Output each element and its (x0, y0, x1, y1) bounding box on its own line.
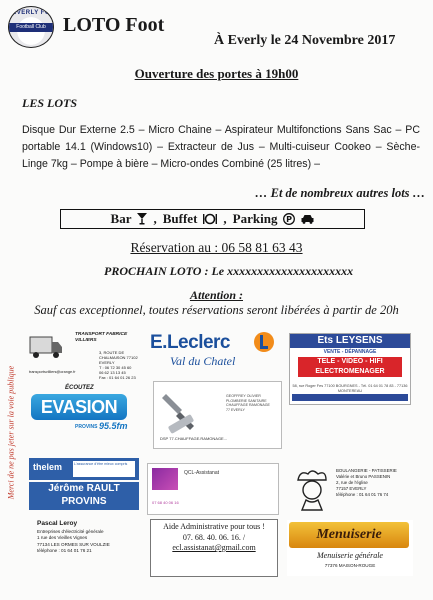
sponsor-qcl: QCL-Assistanat 07 68 40 06 16 (147, 463, 279, 515)
qcl-logo-icon (152, 468, 178, 490)
club-logo-sub: Football Club (16, 24, 46, 30)
leclerc-store: Val du Chatel (170, 354, 236, 368)
reservation-phone: Réservation au : 06 58 81 63 43 (130, 240, 303, 255)
sponsor-leysens: Ets LEYSENS VENTE - DÉPANNAGE TELE - VIDEO - HIFI ELECTROMENAGER 58, rue Roger Fes 77100 BOURGNES - Tél. 01 64 01 78 83 - 77136 MONTEREAU (289, 333, 411, 405)
club-logo (8, 6, 54, 48)
club-logo-text: EVERLY FC (12, 10, 50, 16)
sponsor-evasion: ÉCOUTEZ EVASION PROVINS 95.5fm (27, 385, 132, 453)
menuiserie-logo: Menuiserie (289, 522, 409, 548)
sponsor-menuiserie: Menuiserie Menuiserie générale 77376 MAISON-ROUGE (287, 520, 413, 576)
vertical-notice: Merci de ne pas jeter sur la voie publique (6, 365, 16, 500)
parking-icon (283, 213, 295, 225)
cutlery-icon (203, 213, 217, 225)
cocktail-icon (137, 213, 147, 225)
bar-label: Bar (110, 211, 132, 226)
leclerc-wordmark: E.Leclerc (150, 332, 230, 353)
sponsor-leclerc (150, 326, 280, 378)
page-title: LOTO Foot (63, 14, 165, 36)
lots-list: Disque Dur Externe 2.5 – Micro Chaine – Aspirateur Multifonctions Sans Sac – PC portable 14.1 (Windows10) – Extracteur de Jus – Multi-cuiseur Cookeo – Sèche-Linge 7kg – Pompe à bière – Micro-ondes Combiné (25 litres) – (22, 124, 420, 170)
svg-text:P: P (286, 215, 293, 224)
sponsor-plumbing: GEOFFREY OLIVIER PLOMBERIE SANITAIRE CHAUFFAGE RAMONAGE 77 EVERLY DSP 77.CHAUFFAGE.RAMONAGE... (153, 381, 282, 449)
lots-heading: LES LOTS (22, 96, 78, 110)
baker-icon (292, 468, 332, 512)
sponsor-bakery: BOULANGERIE - PATISSERIE Valérie et Bruno PASSENIN 2, rue de l'église 77157 EVERLY téléphone : 01 64 01 76 74 (290, 466, 415, 518)
sponsor-admin: Aide Administrative pour tous ! 07. 68. 40. 06. 16. / ecl.assistanat@gmail.com (150, 519, 278, 577)
buffet-label: Buffet (162, 211, 198, 226)
leclerc-logo-icon (254, 332, 274, 352)
sponsor-villiers: TRANSPORT FABRICE VILLIERS 3, ROUTE DE CHALMAISON 77102 EVERLY T : 06 72 30 45 60 06 62 13 13 45 Fax : 01 64 01 26 23 transportsvilliers@orange.fr (29, 332, 138, 380)
reservation-notice: Sauf cas exceptionnel, toutes réservations seront libérées à partir de 20h (34, 303, 399, 317)
wrench-icon (160, 390, 200, 438)
evasion-logo: EVASION (31, 394, 127, 420)
services-box: Bar , Buffet , Parking P (60, 209, 365, 229)
truck-icon (29, 334, 63, 360)
opening-time: Ouverture des portes à 19h00 (134, 66, 299, 81)
event-date: À Everly le 24 Novembre 2017 (214, 33, 396, 48)
parking-label: Parking (232, 211, 278, 226)
attention-heading: Attention : (189, 288, 243, 302)
next-loto: PROCHAIN LOTO : Le xxxxxxxxxxxxxxxxxxxxx (104, 264, 354, 278)
car-icon (301, 214, 314, 224)
more-lots: … Et de nombreux autres lots … (255, 186, 426, 200)
sponsor-thelem: thelem L'assurance d'être mieux compris Jérôme RAULT PROVINS (29, 458, 139, 514)
sponsor-leroy: Pascal Leroy Entreprises d'électricité générale 1 rue des Vieilles Vignes 77134 LES ORMES SUR VOULZIE téléphone : 01 64 01 76 21 (37, 520, 110, 554)
